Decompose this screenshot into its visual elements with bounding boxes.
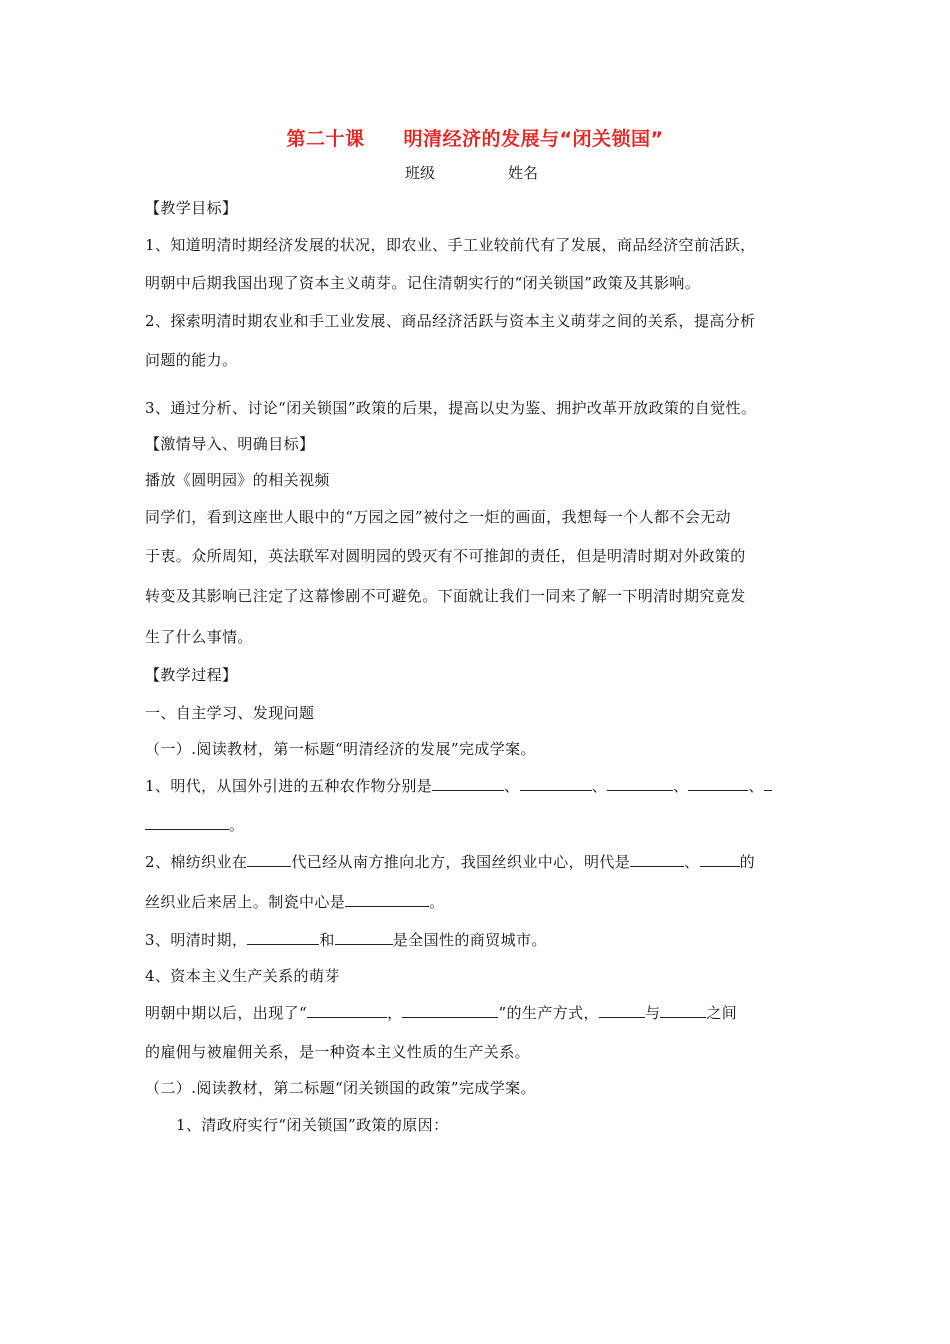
blank[interactable] [145, 815, 229, 830]
blank[interactable] [607, 776, 673, 791]
blank[interactable] [247, 930, 319, 945]
question-5: 1、清政府实行“闭关锁国”政策的原因： [176, 1116, 449, 1134]
blank[interactable] [630, 852, 684, 867]
question-1: 1、明代，从国外引进的五种农作物分别是 、 、 、 、 [145, 776, 772, 796]
goals-heading: 【教学目标】 [145, 199, 238, 217]
blank[interactable] [345, 892, 429, 907]
question-2: 2、棉纺织业在 代已经从南方推向北方，我国丝织业中心，明代是 、 的 [145, 853, 755, 871]
question-1-cont: 。 [145, 815, 244, 835]
blank[interactable] [432, 776, 504, 791]
blank[interactable] [402, 1003, 498, 1018]
question-3: 3、明清时期， 和 是全国性的商贸城市。 [145, 931, 547, 949]
question-4-line-1: 明朝中期以后，出现了“ ， ”的生产方式， 与 之间 [145, 1004, 738, 1022]
blank[interactable] [335, 930, 393, 945]
blank[interactable] [700, 852, 740, 867]
question-2-cont: 丝织业后来居上。制瓷中心是 。 [145, 893, 445, 911]
intro-video: 播放《圆明园》的相关视频 [145, 471, 330, 489]
goal-3: 3、通过分析、讨论“闭关锁国”政策的后果，提高以史为鉴、拥护改革开放政策的自觉性。 [145, 399, 757, 417]
page-title: 第二十课 明清经济的发展与“闭关锁国” [286, 128, 664, 150]
class-label: 班级 [405, 164, 436, 182]
blank[interactable] [307, 1003, 387, 1018]
section-1: 一、自主学习、发现问题 [145, 704, 315, 722]
goal-1-line-1: 1、知道明清时期经济发展的状况，即农业、手工业较前代有了发展，商品经济空前活跃， [145, 236, 756, 254]
blank[interactable] [247, 852, 291, 867]
blank[interactable] [688, 776, 748, 791]
goal-2-line-2: 问题的能力。 [145, 351, 238, 369]
intro-heading: 【激情导入、明确目标】 [145, 435, 315, 453]
blank[interactable] [520, 776, 592, 791]
question-4: 4、资本主义生产关系的萌芽 [145, 967, 340, 985]
blank[interactable] [599, 1003, 645, 1018]
goal-2-line-1: 2、探索明清时期农业和手工业发展、商品经济活跃与资本主义萌芽之间的关系，提高分析 [145, 312, 756, 330]
blank[interactable] [660, 1003, 706, 1018]
blank[interactable] [764, 776, 772, 791]
intro-paragraph-line-3: 转变及其影响已注定了这幕惨剧不可避免。下面就让我们一同来了解一下明清时期究竟发 [145, 587, 746, 605]
name-label: 姓名 [508, 164, 539, 182]
process-heading: 【教学过程】 [145, 666, 238, 684]
goal-1-line-2: 明朝中后期我国出现了资本主义萌芽。记住清朝实行的“闭关锁国”政策及其影响。 [145, 274, 701, 292]
subsection-2: （二）.阅读教材，第二标题“闭关锁国的政策”完成学案。 [145, 1079, 536, 1097]
question-4-line-2: 的雇佣与被雇佣关系，是一种资本主义性质的生产关系。 [145, 1043, 531, 1061]
intro-paragraph-line-2: 于衷。众所周知，英法联军对圆明园的毁灭有不可推卸的责任，但是明清时期对外政策的 [145, 547, 746, 565]
subsection-1: （一）.阅读教材，第一标题“明清经济的发展”完成学案。 [145, 740, 536, 758]
intro-paragraph-line-1: 同学们，看到这座世人眼中的“万园之园”被付之一炬的画面，我想每一个人都不会无动 [145, 508, 731, 526]
intro-paragraph-line-4: 生了什么事情。 [145, 628, 253, 646]
